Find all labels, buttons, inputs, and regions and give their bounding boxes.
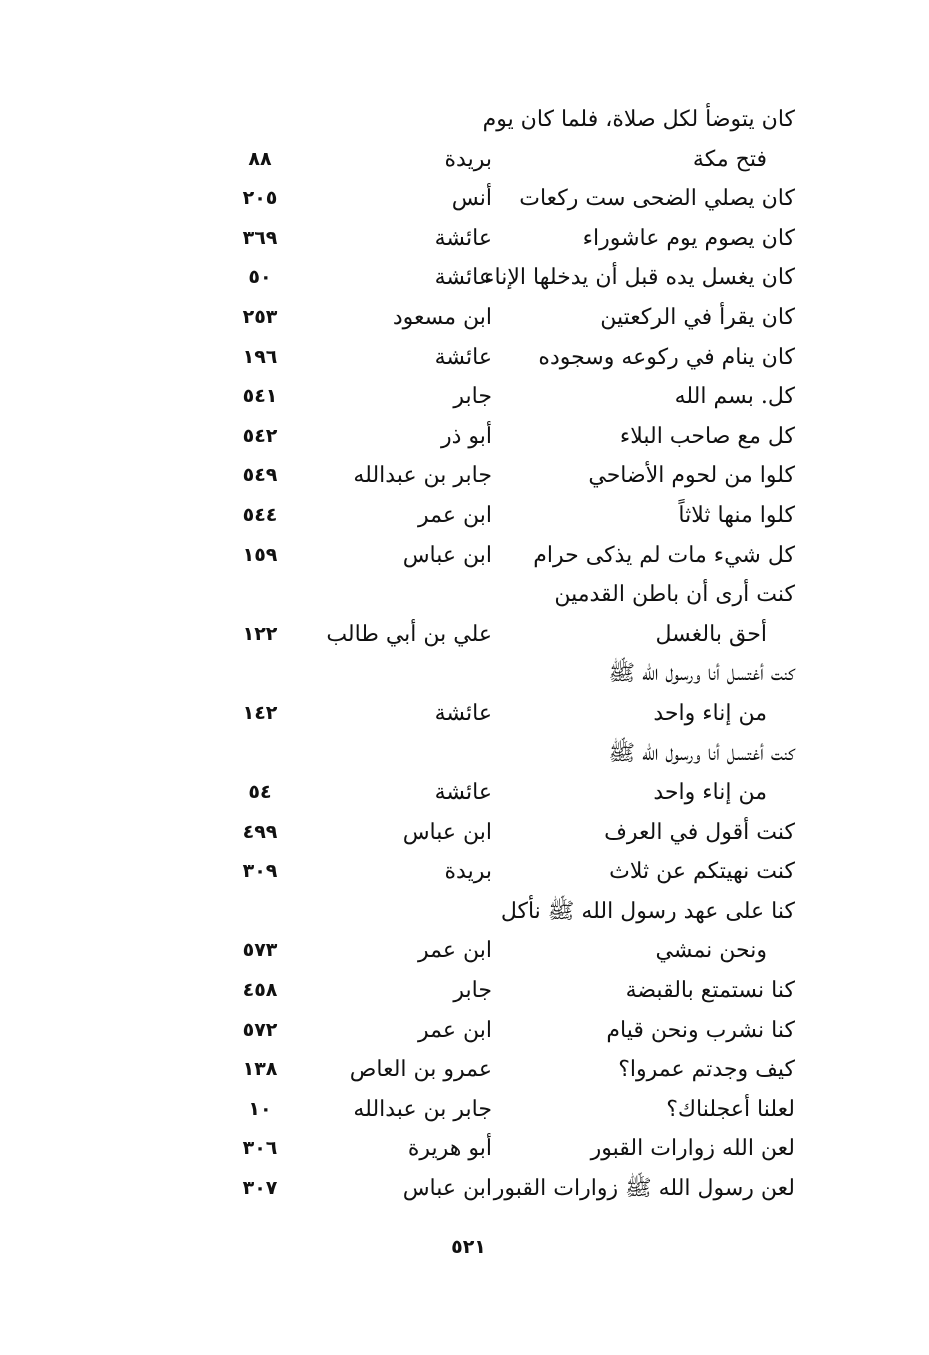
page-reference: ٥٧٣ — [242, 939, 278, 962]
index-row — [230, 1169, 810, 1209]
hadith-text: كلوا من لحوم الأضاحي — [588, 463, 795, 489]
index-row — [230, 852, 810, 892]
index-row — [230, 140, 810, 180]
page-reference: ٣٠٦ — [242, 1137, 278, 1160]
hadith-text: كل شيء مات لم يذكى حرام — [533, 542, 795, 568]
narrator-name: أبو هريرة — [407, 1136, 492, 1162]
index-row — [230, 615, 810, 655]
page-reference: ٥٤٩ — [242, 464, 278, 487]
narrator-name: بريدة — [444, 146, 492, 172]
hadith-text: كيف وجدتم عمروا؟ — [618, 1057, 795, 1083]
index-row — [230, 1090, 810, 1130]
page-reference: ٥٤١ — [242, 385, 278, 408]
index-row — [230, 892, 810, 932]
hadith-text: كان يصوم يوم عاشوراء — [582, 225, 795, 251]
index-row — [230, 734, 810, 774]
index-row — [230, 179, 810, 219]
hadith-text: كان يقرأ في الركعتين — [600, 304, 795, 330]
index-row — [230, 1011, 810, 1051]
index-row — [230, 694, 810, 734]
index-row — [230, 258, 810, 298]
hadith-text: من إناء واحد — [653, 780, 767, 806]
index-row — [230, 377, 810, 417]
narrator-name: ابن عمر — [418, 938, 492, 964]
index-row — [230, 338, 810, 378]
index-row — [230, 496, 810, 536]
page-reference: ٥٤٤ — [242, 503, 278, 526]
index-row — [230, 654, 810, 694]
page-reference: ١٤٢ — [242, 701, 278, 724]
page-reference: ٥٤ — [248, 781, 272, 804]
hadith-text: كان يصلي الضحى ست ركعات — [519, 186, 795, 212]
narrator-name: ابن عباس — [402, 819, 492, 845]
index-row — [230, 536, 810, 576]
narrator-name: ابن عباس — [402, 1176, 492, 1202]
index-row — [230, 813, 810, 853]
narrator-name: عمرو بن العاص — [349, 1057, 492, 1083]
page-reference: ٤٩٩ — [242, 820, 278, 843]
index-row — [230, 219, 810, 259]
hadith-text: كنا نستمتع بالقبضة — [625, 978, 795, 1004]
narrator-name: عائشة — [434, 265, 492, 291]
page-reference: ١٠ — [248, 1097, 272, 1120]
page-reference: ١٢٢ — [242, 622, 278, 645]
index-row — [230, 298, 810, 338]
index-row — [230, 1129, 810, 1169]
narrator-name: ابن عمر — [418, 1017, 492, 1043]
hadith-text: من إناء واحد — [653, 700, 767, 726]
hadith-text: لعن الله زوارات القبور — [590, 1136, 795, 1162]
page-reference: ٤٥٨ — [242, 979, 278, 1002]
page-reference: ١٥٩ — [242, 543, 278, 566]
page-reference: ٣٦٩ — [242, 226, 278, 249]
index-row — [230, 575, 810, 615]
hadith-text: كل مع صاحب البلاء — [619, 423, 795, 449]
narrator-name: أبو ذر — [440, 423, 492, 449]
hadith-text: كنا على عهد رسول الله ﷺ نأكل — [500, 898, 795, 924]
hadith-text: أحق بالغسل — [655, 621, 767, 647]
page-reference: ٢٠٥ — [242, 187, 278, 210]
index-row — [230, 417, 810, 457]
index-row — [230, 773, 810, 813]
page-reference: ٣٠٩ — [242, 860, 278, 883]
narrator-name: عائشة — [434, 780, 492, 806]
hadith-text: ونحن نمشي — [655, 938, 767, 964]
narrator-name: ابن عباس — [402, 542, 492, 568]
hadith-text: كنت أرى أن باطن القدمين — [554, 582, 795, 608]
hadith-text: كان ينام في ركوعه وسجوده — [538, 344, 795, 370]
index-row — [230, 971, 810, 1011]
hadith-text: كان يتوضأ لكل صلاة، فلما كان يوم — [482, 107, 795, 132]
narrator-name: عائشة — [434, 225, 492, 251]
index-row — [230, 1050, 810, 1090]
narrator-name: ابن عمر — [418, 502, 492, 528]
narrator-name: أنس — [451, 186, 492, 212]
page-reference: ٣٠٧ — [242, 1177, 278, 1200]
narrator-name: جابر بن عبدالله — [353, 463, 492, 489]
page-reference: ١٣٨ — [242, 1058, 278, 1081]
hadith-text: لعلنا أعجلناك؟ — [666, 1096, 795, 1122]
hadith-text: كلوا منها ثلاثاً — [678, 502, 795, 528]
narrator-name: بريدة — [444, 859, 492, 885]
index-row — [230, 456, 810, 496]
hadith-text: كل. بسم الله — [674, 384, 795, 410]
index-row — [230, 931, 810, 971]
hadith-text: لعن رسول الله ﷺ زوارات القبور — [493, 1176, 795, 1202]
narrator-name: عائشة — [434, 700, 492, 726]
narrator-name: ابن مسعود — [392, 304, 492, 330]
narrator-name: جابر — [453, 384, 492, 410]
page-reference: ٥٤٢ — [242, 424, 278, 447]
hadith-text: فتح مكة — [692, 146, 767, 172]
hadith-text: كنت أقول في العرف — [604, 819, 795, 845]
narrator-name: علي بن أبي طالب — [326, 621, 492, 647]
hadith-text: كنت أغتسل أنا ورسول الله ﷺ — [608, 740, 795, 766]
page-reference: ٨٨ — [248, 147, 272, 170]
hadith-text: كنت نهيتكم عن ثلاث — [609, 859, 795, 885]
page-reference: ٢٥٣ — [242, 305, 278, 328]
page-reference: ٥٧٢ — [242, 1018, 278, 1041]
page-reference: ١٩٦ — [242, 345, 278, 368]
index-row — [230, 100, 810, 140]
narrator-name: جابر — [453, 978, 492, 1004]
hadith-text: كنت أغتسل أنا ورسول الله ﷺ — [608, 661, 795, 687]
hadith-text: كان يغسل يده قبل أن يدخلها الإناء — [484, 265, 795, 291]
page-number: ٥٢١ — [451, 1236, 486, 1258]
narrator-name: جابر بن عبدالله — [353, 1096, 492, 1122]
hadith-index-list — [230, 100, 810, 1209]
narrator-name: عائشة — [434, 344, 492, 370]
hadith-text: كنا نشرب ونحن قيام — [606, 1017, 795, 1043]
page-reference: ٥٠ — [248, 266, 272, 289]
